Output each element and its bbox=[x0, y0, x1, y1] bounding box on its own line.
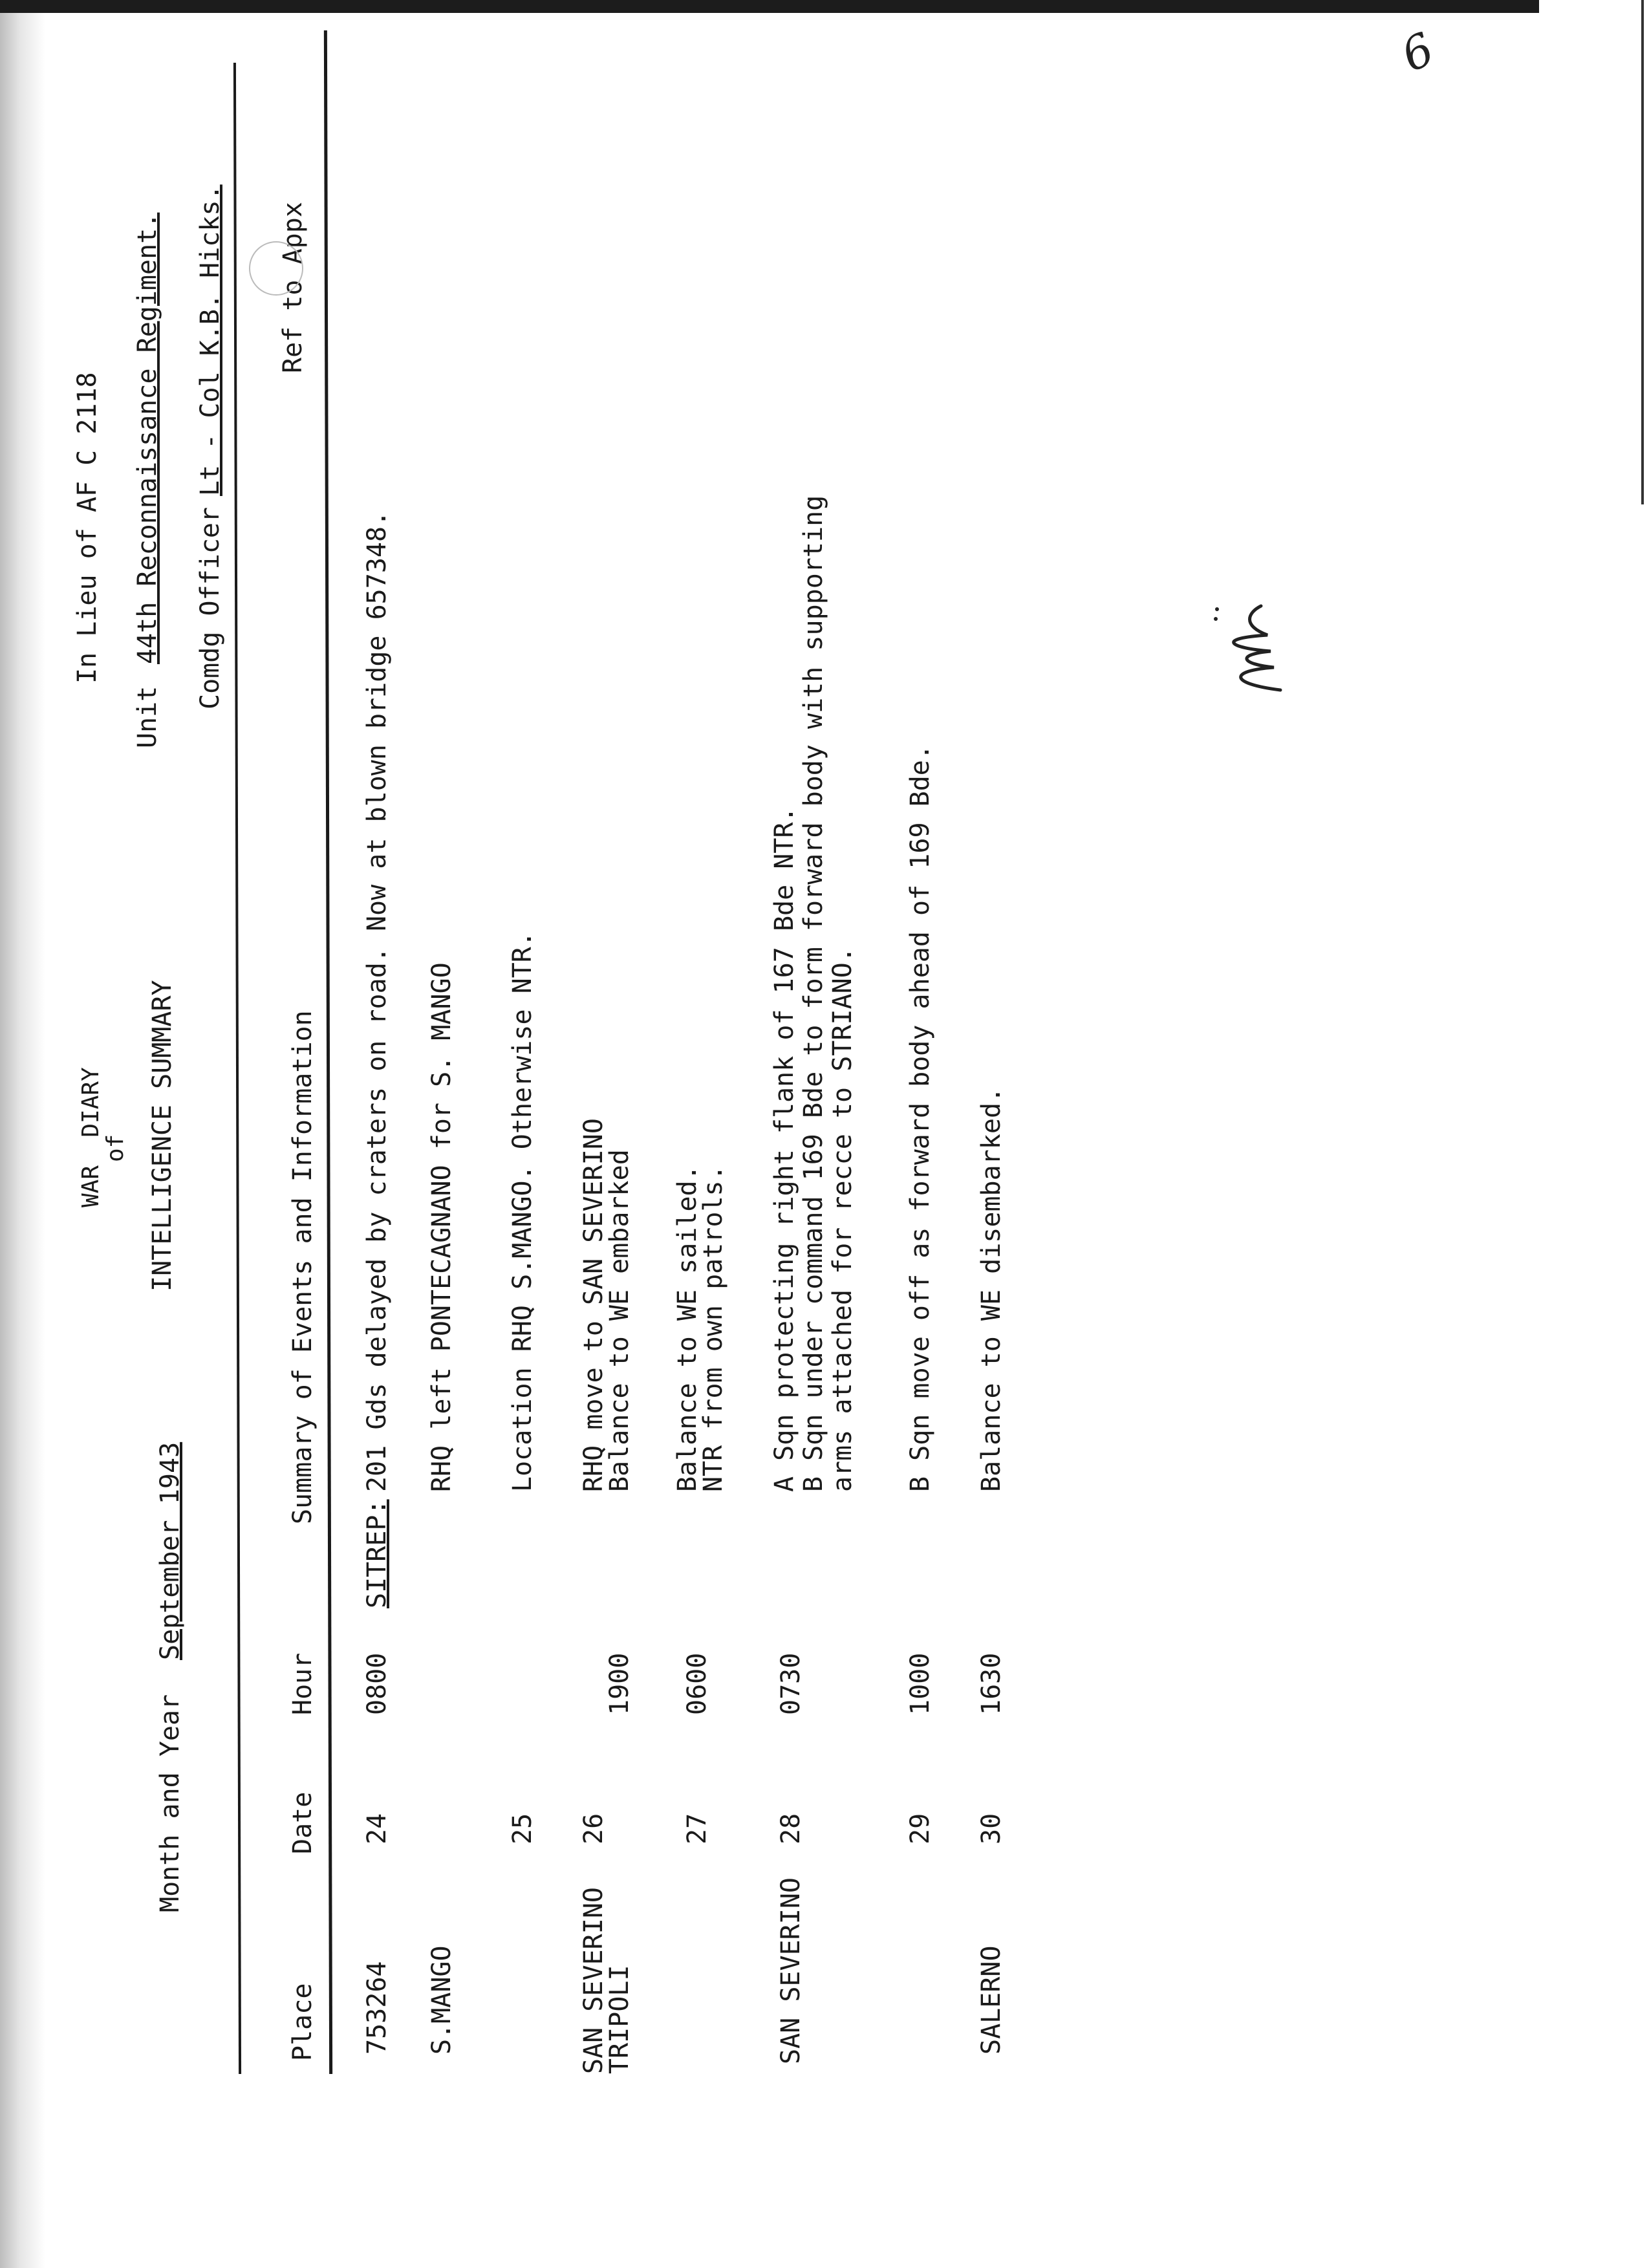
punch-hole-mark bbox=[249, 241, 303, 296]
unit-value: 44th Reconnaissance Regiment. bbox=[133, 212, 162, 664]
entry-date: 27 bbox=[682, 1813, 712, 1844]
handwritten-initials bbox=[1203, 599, 1293, 697]
entry-hour: 1630 bbox=[976, 1652, 1006, 1715]
entry-date: 29 bbox=[905, 1813, 935, 1844]
entry-summary-line: RHQ left PONTECAGNANO for S. MANGO bbox=[427, 962, 457, 1492]
page-number: 6 bbox=[1393, 22, 1442, 83]
entry-hour: 0800 bbox=[362, 1652, 392, 1715]
entry-place: SAN SEVERINO bbox=[776, 1877, 806, 2064]
entry-date: 26 bbox=[579, 1813, 609, 1844]
entry-place: S.MANGO bbox=[427, 1945, 457, 2055]
entry-summary-line: Location RHQ S.MANGO. Otherwise NTR. bbox=[508, 931, 537, 1492]
col-summary: Summary of Events and Information bbox=[288, 1010, 318, 1524]
entry-prefix: SITREP: bbox=[362, 1499, 392, 1608]
entry-summary-line: B Sqn move off as forward body ahead of 169 Bde. bbox=[905, 744, 935, 1492]
in-lieu-text: In Lieu of AF C 2118 bbox=[72, 372, 102, 684]
entry-date: 30 bbox=[976, 1813, 1006, 1844]
entry-date: 24 bbox=[362, 1813, 392, 1844]
entry-date: 25 bbox=[508, 1813, 537, 1844]
entry-summary-line: Balance to WE embarked bbox=[605, 1149, 634, 1492]
header-rule-1 bbox=[233, 63, 241, 2074]
entry-hour: 1000 bbox=[905, 1652, 935, 1715]
comdg-officer-value: Lt - Col K.B. Hicks. bbox=[195, 184, 225, 496]
col-date: Date bbox=[288, 1791, 318, 1854]
entry-summary-line: NTR from own patrols. bbox=[698, 1165, 728, 1492]
title-line-1: WAR DIARY bbox=[78, 1067, 104, 1207]
entry-summary-line: B Sqn under command 169 Bde to form forward body with supporting bbox=[799, 495, 828, 1492]
entry-hour: 1900 bbox=[605, 1652, 634, 1715]
entry-place: SAN SEVERINO bbox=[579, 1887, 609, 2074]
entry-summary-line: RHQ move to SAN SEVERINO bbox=[579, 1118, 609, 1492]
entry-summary-line: arms attached for recce to STRIANO. bbox=[828, 947, 857, 1492]
header-rule-2 bbox=[324, 30, 332, 2074]
comdg-officer-label: Comdg Officer bbox=[195, 506, 225, 709]
entry-hour: 0600 bbox=[682, 1652, 712, 1715]
entry-summary-line: Balance to WE disembarked. bbox=[976, 1086, 1006, 1492]
entry-summary-line: A Sqn protecting right flank of 167 Bde NTR. bbox=[770, 806, 799, 1492]
month-year-value: September 1943 bbox=[155, 1442, 185, 1660]
col-hour: Hour bbox=[288, 1652, 318, 1715]
entry-place: 753264 bbox=[362, 1961, 392, 2055]
entry-hour: 0730 bbox=[776, 1652, 806, 1715]
entry-summary-line: Balance to WE sailed. bbox=[673, 1165, 702, 1492]
month-year-label: Month and Year bbox=[155, 1694, 185, 1912]
col-ref: Ref to Appx bbox=[278, 202, 308, 373]
entry-place: SALERNO bbox=[976, 1945, 1006, 2055]
entry-summary-line: 201 Gds delayed by craters on road. Now at blown bridge 657348. bbox=[362, 510, 392, 1492]
unit-label: Unit bbox=[133, 686, 162, 748]
title-line-2: of bbox=[102, 1134, 129, 1162]
col-place: Place bbox=[288, 1983, 318, 2061]
entry-date: 28 bbox=[776, 1813, 806, 1844]
title-line-3: INTELLIGENCE SUMMARY bbox=[147, 980, 177, 1291]
entry-place-secondary: TRIPOLI bbox=[605, 1965, 634, 2074]
